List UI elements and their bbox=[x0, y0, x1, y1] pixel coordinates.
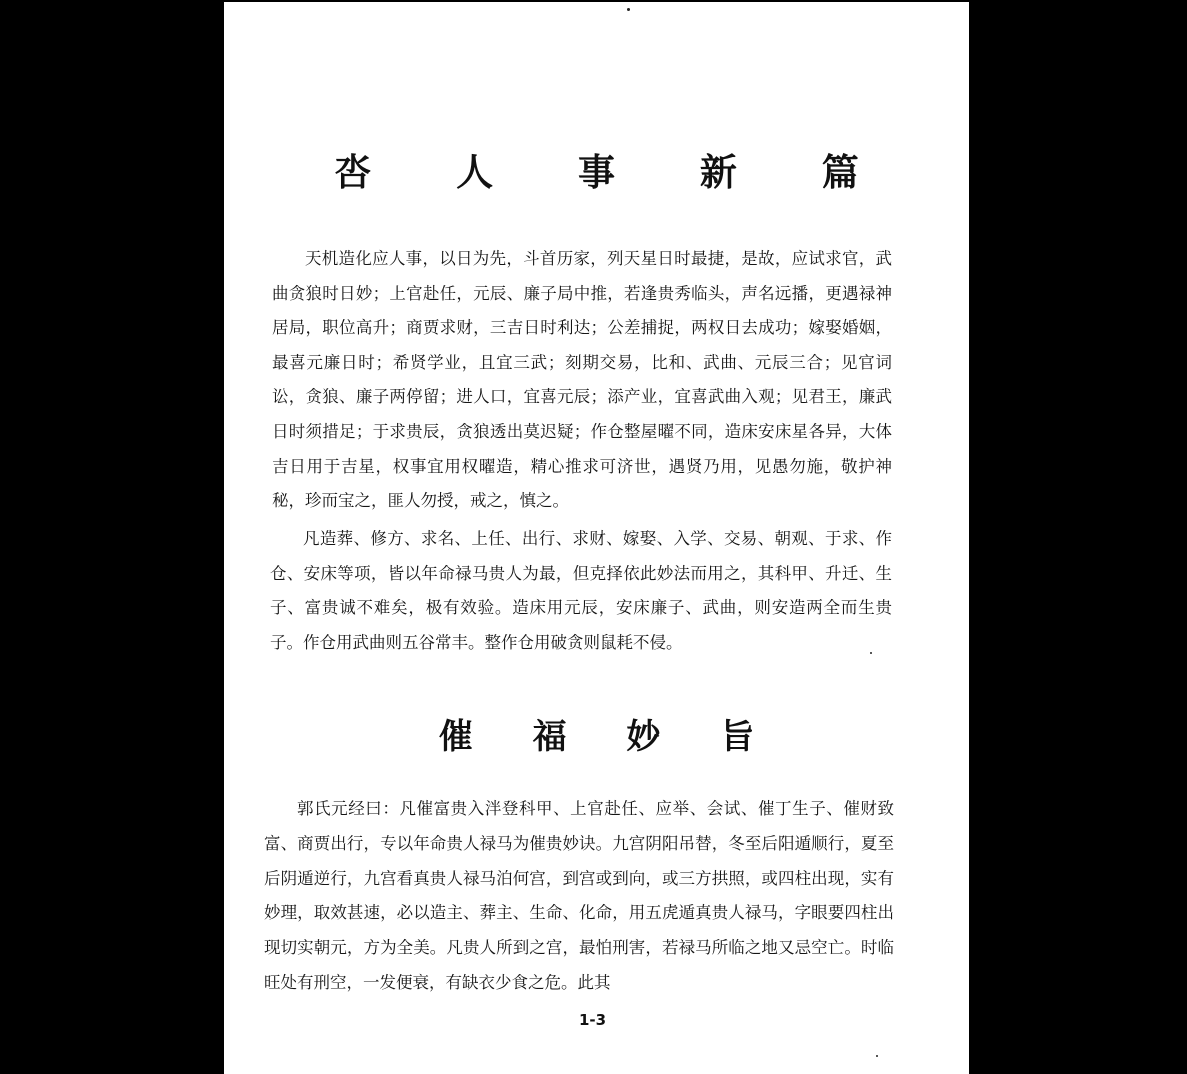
paragraph: 天机造化应人事，以日为先，斗首历家，列天星日时最捷，是故，应试求官，武曲贪狼时日妙；上官赴任，元辰、廉子局中推，若逢贵秀临头，声名远播，更遇禄神居局，职位高升；商贾求财，三吉日时利达；公差捕捉，两权日去成功；嫁娶婚姻，最喜元廉日时；希贤学业，且宜三武；刻期交易，比和、武曲、元辰三合；见官词讼，贪狼、廉子两停留；进人口，宜喜元辰；添产业，宜喜武曲入观；见君王，廉武日时须措足；于求贵辰，贪狼透出莫迟疑；作仓整屋曜不同，造床安床星各异，大体吉日用于吉星，权事宜用权曜造，精心推求可济世，遇贤乃用，见愚勿施，敬护神秘，珍而宝之，匪人勿授，戒之，慎之。 bbox=[272, 249, 892, 511]
scan-speck bbox=[627, 8, 630, 11]
page-number: 1-3 bbox=[578, 1011, 607, 1029]
scan-speck bbox=[870, 652, 872, 654]
section-title: 催 福 妙 旨 bbox=[438, 717, 779, 757]
paragraph: 郭氏元经曰：凡催富贵入泮登科甲、上官赴任、应举、会试、催丁生子、催财致富、商贾出行，专以年命贵人禄马为催贵妙诀。九宫阴阳吊替，冬至后阳遁顺行，夏至后阴遁逆行，九宫看真贵人禄马泊何宫，到宫或到向，或三方拱照，或四柱出现，实有妙理，取效甚速，必以造主、葬主、生命、化命，用五虎遁真贵人禄马，字眼要四柱出现切实朝元，方为全美。凡贵人所到之宫，最怕刑害，若禄马所临之地又忌空亡。时临旺处有刑空，一发便衰，有缺衣少食之危。此其 bbox=[264, 799, 894, 992]
section-title: 呇 人 事 新 篇 bbox=[334, 151, 895, 194]
scan-speck bbox=[876, 1055, 878, 1057]
paragraph: 凡造葬、修方、求名、上任、出行、求财、嫁娶、入学、交易、朝观、于求、作仓、安床等项，皆以年命禄马贵人为最，但克择依此妙法而用之，其科甲、升迁、生子、富贵诚不难矣，极有效验。造床用元辰，安床廉子、武曲，则安造两全而生贵子。作仓用武曲则五谷常丰。整作仓用破贪则鼠耗不侵。 bbox=[270, 529, 892, 652]
document-page bbox=[224, 2, 969, 1074]
